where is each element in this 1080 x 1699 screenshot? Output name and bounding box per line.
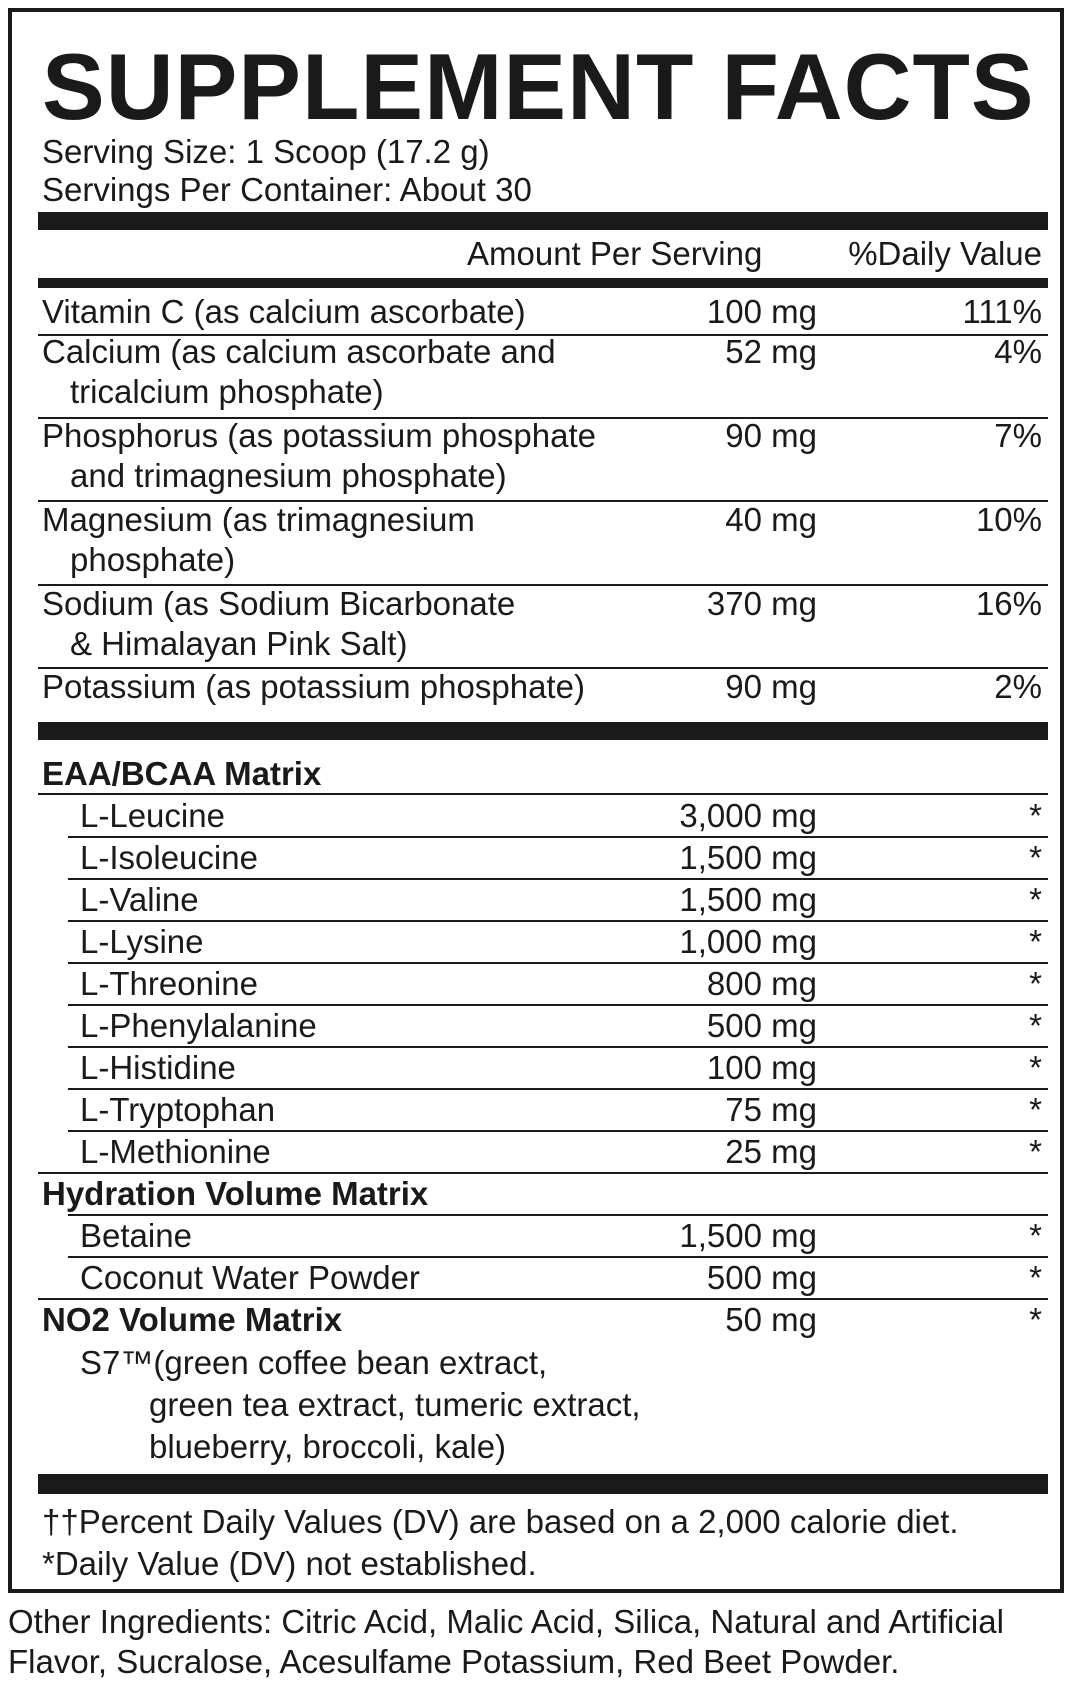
eaa-item-name: L-Valine — [80, 881, 199, 918]
nutrient-dv: 16% — [975, 585, 1042, 622]
no2-desc-line: S7™(green coffee bean extract, — [80, 1344, 548, 1381]
eaa-section-title: EAA/BCAA Matrix — [42, 755, 322, 792]
nutrient-name: Phosphorus (as potassium phosphate — [42, 417, 597, 454]
eaa-item-name: L-Histidine — [80, 1049, 236, 1086]
no2-dv: * — [1029, 1301, 1042, 1338]
nutrient-name: Vitamin C (as calcium ascorbate) — [42, 293, 526, 330]
no2-desc-line: blueberry, broccoli, kale) — [149, 1428, 507, 1465]
nutrient-amount: 52 mg — [725, 333, 817, 370]
nutrient-name-cont: tricalcium phosphate) — [70, 373, 384, 410]
nutrient-amount: 370 mg — [706, 585, 817, 622]
header-dv: %Daily Value — [848, 235, 1042, 272]
nutrient-name: Potassium (as potassium phosphate) — [42, 668, 585, 705]
nutrient-dv: 10% — [975, 501, 1042, 538]
hydration-item-name: Betaine — [80, 1217, 192, 1254]
eaa-item-amount: 800 mg — [706, 965, 817, 1002]
nutrient-amount: 100 mg — [706, 293, 817, 330]
eaa-item-amount: 100 mg — [706, 1049, 817, 1086]
nutrient-amount: 90 mg — [725, 668, 817, 705]
medium-divider — [38, 278, 1048, 288]
nutrient-name-cont: phosphate) — [70, 541, 236, 578]
thick-divider — [38, 722, 1048, 740]
eaa-item-dv: * — [1029, 839, 1042, 876]
eaa-item-amount: 1,000 mg — [679, 923, 817, 960]
serving-size: Serving Size: 1 Scoop (17.2 g) — [42, 133, 490, 170]
nutrient-name: Magnesium (as trimagnesium — [42, 501, 475, 538]
eaa-item-dv: * — [1029, 1007, 1042, 1044]
eaa-item-amount: 75 mg — [725, 1091, 817, 1128]
servings-per-container: Servings Per Container: About 30 — [42, 171, 532, 208]
other-ingredients-line: Flavor, Sucralose, Acesulfame Potassium, Red Beet Powder. — [8, 1643, 900, 1680]
no2-desc-line: green tea extract, tumeric extract, — [149, 1386, 641, 1423]
nutrient-amount: 90 mg — [725, 417, 817, 454]
eaa-item-amount: 1,500 mg — [679, 881, 817, 918]
nutrient-name: Calcium (as calcium ascorbate and — [42, 333, 556, 370]
eaa-item-name: L-Leucine — [80, 797, 225, 834]
eaa-item-amount: 25 mg — [725, 1133, 817, 1170]
thick-divider — [38, 1474, 1048, 1494]
thick-divider — [38, 212, 1048, 230]
nutrient-dv: 111% — [962, 293, 1042, 330]
nutrient-amount: 40 mg — [725, 501, 817, 538]
hydration-item-name: Coconut Water Powder — [80, 1259, 420, 1296]
eaa-item-name: L-Threonine — [80, 965, 258, 1002]
supplement-facts-panel — [8, 8, 1064, 1593]
no2-section-title: NO2 Volume Matrix — [42, 1301, 343, 1338]
eaa-item-amount: 3,000 mg — [679, 797, 817, 834]
eaa-item-dv: * — [1029, 797, 1042, 834]
other-ingredients-line: Other Ingredients: Citric Acid, Malic Acid, Silica, Natural and Artificial — [8, 1603, 1004, 1640]
header-amount: Amount Per Serving — [467, 235, 763, 272]
hydration-section-title: Hydration Volume Matrix — [42, 1175, 429, 1212]
nutrient-name-cont: and trimagnesium phosphate) — [70, 457, 507, 494]
no2-amount: 50 mg — [725, 1301, 817, 1338]
nutrient-dv: 2% — [994, 668, 1042, 705]
footnote-not-established: *Daily Value (DV) not established. — [42, 1545, 537, 1582]
eaa-item-dv: * — [1029, 1133, 1042, 1170]
eaa-item-amount: 500 mg — [706, 1007, 817, 1044]
hydration-item-amount: 500 mg — [706, 1259, 817, 1296]
eaa-item-name: L-Tryptophan — [80, 1091, 276, 1128]
eaa-item-dv: * — [1029, 965, 1042, 1002]
eaa-item-name: L-Phenylalanine — [80, 1007, 317, 1044]
panel-title: SUPPLEMENT FACTS — [42, 34, 1035, 139]
eaa-item-dv: * — [1029, 923, 1042, 960]
eaa-item-dv: * — [1029, 881, 1042, 918]
nutrient-name: Sodium (as Sodium Bicarbonate — [42, 585, 516, 622]
eaa-item-name: L-Methionine — [80, 1133, 271, 1170]
eaa-item-dv: * — [1029, 1091, 1042, 1128]
eaa-item-amount: 1,500 mg — [679, 839, 817, 876]
hydration-item-dv: * — [1029, 1217, 1042, 1254]
row-divider — [38, 793, 1048, 795]
nutrient-dv: 4% — [994, 333, 1042, 370]
hydration-item-amount: 1,500 mg — [679, 1217, 817, 1254]
hydration-item-dv: * — [1029, 1259, 1042, 1296]
nutrient-dv: 7% — [994, 417, 1042, 454]
eaa-item-name: L-Isoleucine — [80, 839, 258, 876]
footnote-dv: ††Percent Daily Values (DV) are based on a 2,000 calorie diet. — [42, 1503, 959, 1540]
eaa-item-dv: * — [1029, 1049, 1042, 1086]
eaa-item-name: L-Lysine — [80, 923, 204, 960]
nutrient-name-cont: & Himalayan Pink Salt) — [70, 625, 408, 662]
